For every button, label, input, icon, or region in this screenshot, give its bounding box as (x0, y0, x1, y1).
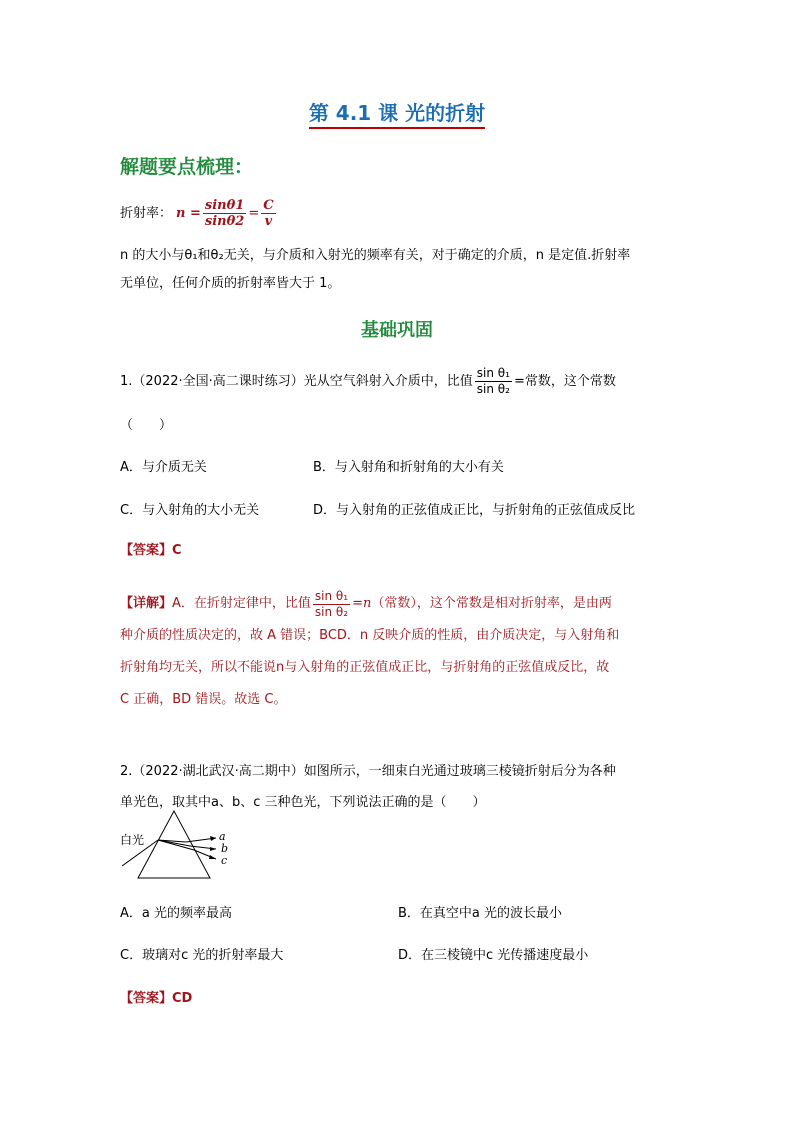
q1-detail-line-1 (120, 588, 690, 620)
q1-detail-l1b: = (352, 596, 363, 611)
note-paragraph (120, 242, 690, 298)
q1-detail-tag: 【详解】 (120, 596, 173, 611)
q1-detail-line-2: 种介质的性质决定的，故 A 错误；BCD．n 反映介质的性质，由介质决定，与入射角和 (120, 628, 620, 643)
formula-equals: = (248, 205, 260, 221)
q2-answer-tag: 【答案】 (120, 991, 173, 1006)
formula-fraction-sin (203, 198, 246, 229)
q1-stem (120, 366, 616, 397)
note-line-2: 无单位，任何介质的折射率皆大于 1。 (120, 276, 341, 291)
q1-fraction-den: sin θ₂ (476, 382, 510, 396)
arrow-b (210, 847, 216, 851)
formula-fraction-cv (261, 198, 275, 229)
q1-detail-fraction-den: sin θ₂ (314, 604, 349, 619)
formula-v: v (264, 214, 273, 229)
q1-answer-tag: 【答案】 (120, 543, 173, 558)
section-heading-key-points: 解题要点梳理： (120, 156, 254, 178)
q2-answer (120, 985, 192, 1013)
formula-line (120, 198, 278, 229)
q2-answer-value: CD (172, 991, 193, 1006)
q2-option-b: B．在真空中a 光的波长最小 (398, 906, 563, 921)
note-line-1: n 的大小与θ₁和θ₂无关，与介质和入射光的频率有关，对于确定的介质，n 是定值.折射率 (120, 248, 631, 263)
q2-stem-line-1: 2.（2022·湖北武汉·高二期中）如图所示，一细束白光通过玻璃三棱镜折射后分为各种 (120, 764, 616, 779)
q1-option-d: D．与入射角的正弦值成正比，与折射角的正弦值成反比 (313, 503, 636, 518)
formula-denominator: sinθ2 (204, 214, 245, 229)
q2-option-a: A．a 光的频率最高 (120, 906, 232, 921)
q1-detail-l1n: n (363, 596, 372, 611)
q1-option-c: C．与入射角的大小无关 (120, 503, 260, 518)
label-c: c (221, 854, 228, 867)
q1-stem-post: =常数，这个常数 (513, 373, 616, 389)
q1-detail-fraction-num: sin θ₁ (314, 588, 349, 603)
q1-detail-fraction (313, 589, 350, 620)
q1-detail-line-4: C 正确，BD 错误。故选 C。 (120, 692, 287, 707)
q2-option-d: D．在三棱镜中c 光传播速度最小 (398, 948, 589, 963)
arrow-a (210, 836, 216, 841)
q1-paren: （ ） (120, 418, 173, 433)
q1-fraction-num: sin θ₁ (476, 366, 510, 380)
q1-fraction (475, 366, 512, 397)
q2-stem-line-2: 单光色，取其中a、b、c 三种色光，下列说法正确的是（ ） (120, 795, 486, 810)
label-a: a (219, 830, 226, 843)
q1-detail-l1c: （常数），这个常数是相对折射率，是由两 (371, 596, 612, 611)
q1-option-b: B．与入射角和折射角的大小有关 (313, 460, 504, 475)
prism-figure (116, 808, 246, 888)
q1-detail (120, 588, 690, 716)
formula-label: 折射率： (120, 205, 173, 221)
q1-answer-value: C (172, 543, 182, 558)
q1-answer (120, 537, 182, 565)
formula-c: C (263, 198, 274, 213)
label-b: b (221, 842, 229, 855)
label-white-light: 白光 (120, 833, 145, 847)
q1-stem-pre: 1.（2022·全国·高二课时练习）光从空气斜射入介质中，比值 (120, 373, 473, 389)
q1-detail-line-3: 折射角均无关，所以不能说n与入射角的正弦值成正比，与折射角的正弦值成反比，故 (120, 660, 610, 675)
section-heading-basics: 基础巩固 (361, 320, 433, 341)
formula-numerator: sinθ1 (204, 198, 245, 213)
q2-option-c: C．玻璃对c 光的折射率最大 (120, 948, 284, 963)
q1-option-a: A．与介质无关 (120, 460, 207, 475)
formula-n: n = (176, 205, 201, 221)
arrow-c (209, 855, 216, 859)
q1-detail-l1a: A．在折射定律中，比值 (172, 596, 311, 611)
page-title: 第 4.1 课 光的折射 (0, 97, 794, 126)
